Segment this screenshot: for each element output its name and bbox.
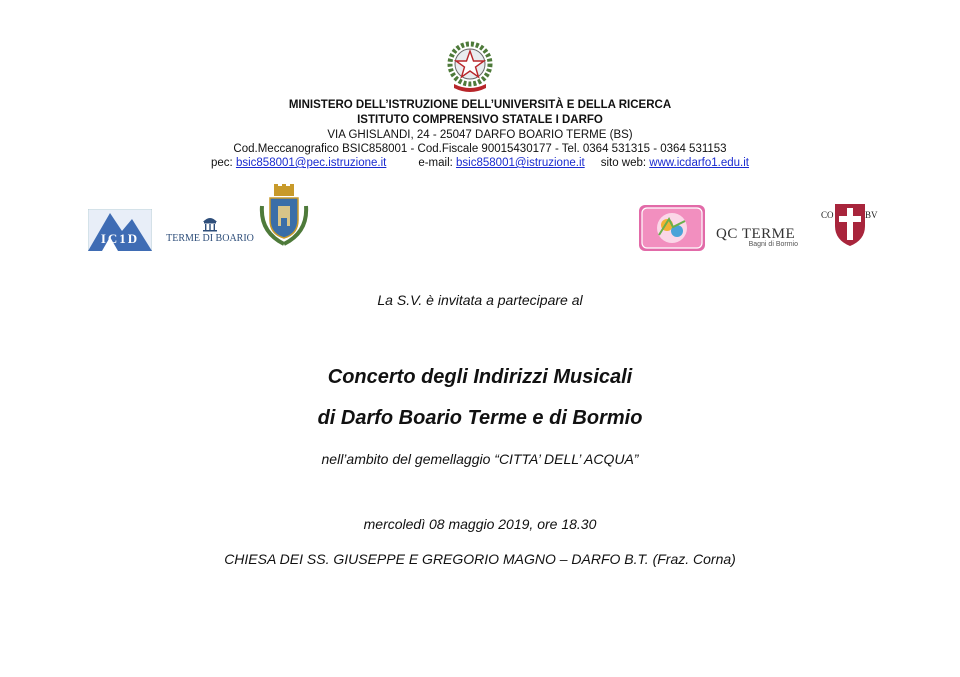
pec-link[interactable]: bsic858001@pec.istruzione.it (235, 157, 387, 169)
twinning-badge-icon (639, 205, 705, 251)
event-location: CHIESA DEI SS. GIUSEPPE E GREGORIO MAGNO – DARFO B.T. (Fraz. Corna) (224, 551, 736, 567)
darfo-coat-of-arms-icon (258, 184, 310, 250)
pavilion-icon (201, 214, 219, 232)
terme-boario-text: TERME DI BOARIO (166, 233, 254, 244)
school-name: ISTITUTO COMPRENSIVO STATALE I DARFO (357, 114, 603, 126)
concert-title-line2: di Darfo Boario Terme e di Bormio (317, 407, 643, 429)
qc-terme-logo (716, 226, 802, 254)
email-label: e-mail: (418, 157, 453, 169)
cross-coat-logo (821, 200, 879, 248)
icd-logo-text: IC1D (100, 231, 140, 246)
twinning-badge (639, 205, 705, 251)
concert-title-line1: Concerto degli Indirizzi Musicali (327, 366, 633, 388)
email-link[interactable]: bsic858001@istruzione.it (456, 157, 585, 169)
pec-label: pec: (211, 157, 233, 169)
bv-text: BV (865, 210, 878, 220)
qc-terme-text: QC TERME (716, 226, 796, 242)
school-codes: Cod.Meccanografico BSIC858001 - Cod.Fiscale 90015430177 - Tel. 0364 531315 - 0364 531153 (233, 143, 727, 155)
icd-logo (88, 209, 152, 251)
ministry-name: MINISTERO DELL’ISTRUZIONE DELL’UNIVERSITÀ E DELLA RICERCA (288, 99, 672, 111)
site-link[interactable]: www.icdarfo1.edu.it (649, 157, 749, 169)
invitation-text: La S.V. è invitata a partecipare al (377, 292, 583, 308)
event-date: mercoledì 08 maggio 2019, ore 18.30 (363, 516, 597, 532)
co-text: CO (821, 210, 834, 220)
qc-terme-subtitle: Bagni di Bormio (748, 241, 798, 248)
contact-line (0, 156, 960, 170)
terme-boario-logo (165, 214, 255, 250)
cross-shield-icon (821, 200, 879, 248)
school-address: VIA GHISLANDI, 24 - 25047 DARFO BOARIO TERME (BS) (327, 129, 633, 141)
site-label: sito web: (600, 157, 647, 169)
twinning-subtitle: nell’ambito del gemellaggio “CITTA’ DELL’ ACQUA” (321, 451, 639, 467)
republic-emblem-icon (446, 40, 494, 96)
